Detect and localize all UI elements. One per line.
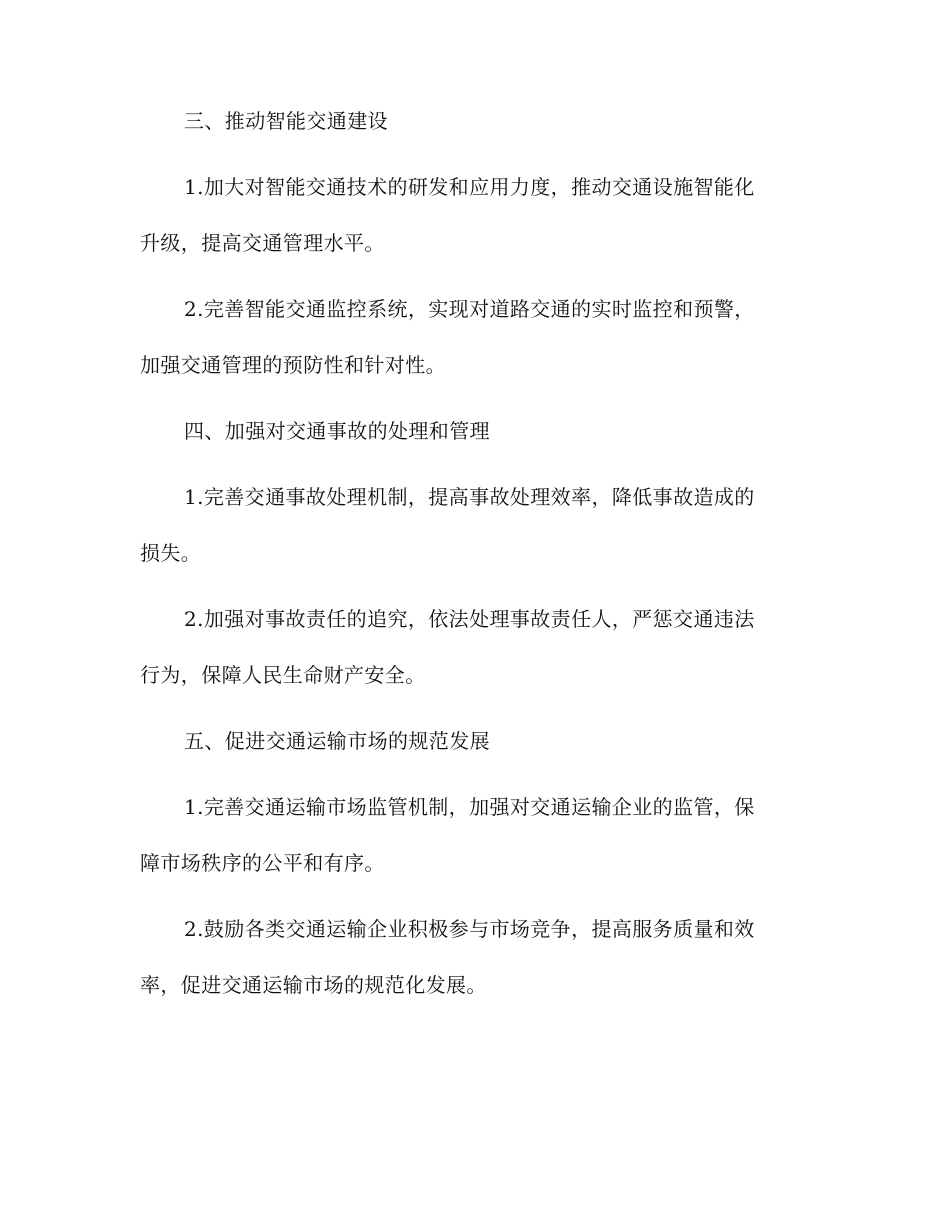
document-body [140,105,800,1035]
paragraph-line: 升级，提高交通管理水平。 [140,231,385,255]
paragraph-4-2 [140,603,800,691]
paragraph-line: 率，促进交通运输市场的规范化发展。 [140,973,487,997]
paragraph-line: 1.完善交通事故处理机制，提高事故处理效率，降低事故造成的 [184,485,755,509]
paragraph-line: 行为，保障人民生命财产安全。 [140,663,426,687]
paragraph-line: 2.加强对事故责任的追究，依法处理事故责任人，严惩交通违法 [184,607,755,631]
paragraph-line: 1.完善交通运输市场监管机制，加强对交通运输企业的监管，保 [184,795,755,819]
paragraph-line: 损失。 [140,541,202,565]
paragraph-line: 2.完善智能交通监控系统，实现对道路交通的实时监控和预警， [184,297,755,321]
paragraph-line: 加强交通管理的预防性和针对性。 [140,353,446,377]
paragraph-line: 2.鼓励各类交通运输企业积极参与市场竞争，提高服务质量和效 [184,917,755,941]
paragraph-5-2 [140,913,800,1001]
paragraph-line: 障市场秩序的公平和有序。 [140,851,385,875]
paragraph-4-1 [140,481,800,569]
paragraph-3-2 [140,293,800,381]
section-heading-3: 三、推动智能交通建设 [184,109,388,133]
section-heading-5: 五、促进交通运输市场的规范发展 [184,729,490,753]
paragraph-3-1 [140,171,800,259]
paragraph-line: 1.加大对智能交通技术的研发和应用力度，推动交通设施智能化 [184,175,755,199]
section-heading-4: 四、加强对交通事故的处理和管理 [184,419,490,443]
paragraph-5-1 [140,791,800,879]
